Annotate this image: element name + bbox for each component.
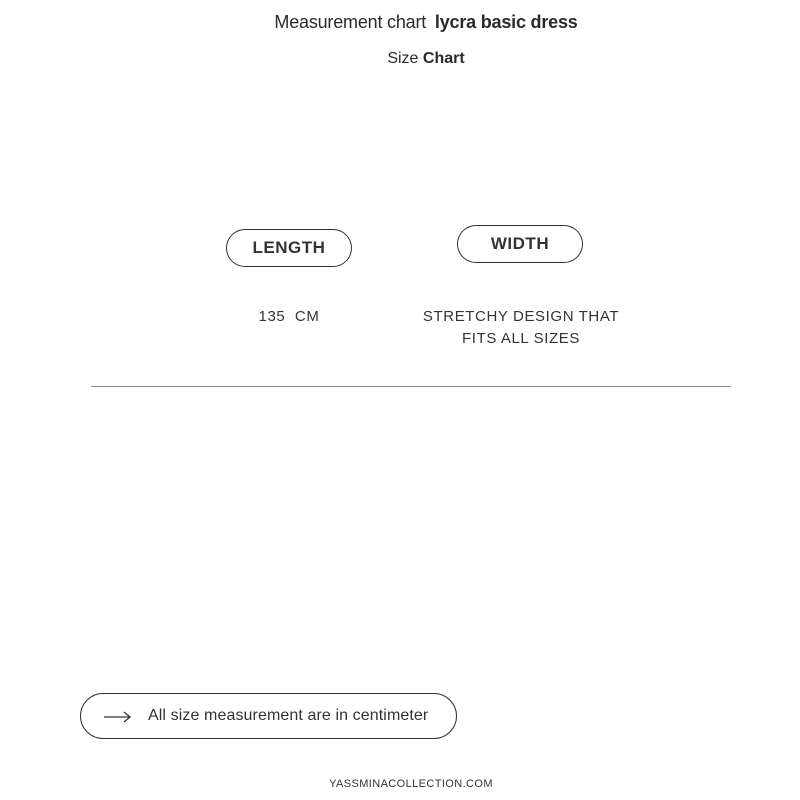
measurement-note — [80, 693, 457, 739]
size-chart-label-strong: Chart — [422, 50, 465, 67]
width-label-pill: WIDTH — [457, 225, 583, 263]
divider — [91, 386, 731, 387]
width-value: STRETCHY DESIGN THAT FITS ALL SIZES — [422, 308, 620, 347]
arrow-right-icon — [103, 710, 133, 722]
note-text: All size measurement are in centimeter — [148, 707, 429, 724]
page-title — [0, 11, 800, 33]
size-chart-label: Size — [387, 50, 419, 67]
title-label: Measurement chart — [274, 12, 427, 32]
footer-site: YASSMINACOLLECTION.COM — [329, 778, 493, 790]
product-name: lycra basic dress — [434, 12, 578, 32]
length-value: 135 CM — [258, 308, 320, 325]
size-chart-heading — [0, 49, 800, 69]
length-label-pill: LENGTH — [226, 229, 352, 267]
